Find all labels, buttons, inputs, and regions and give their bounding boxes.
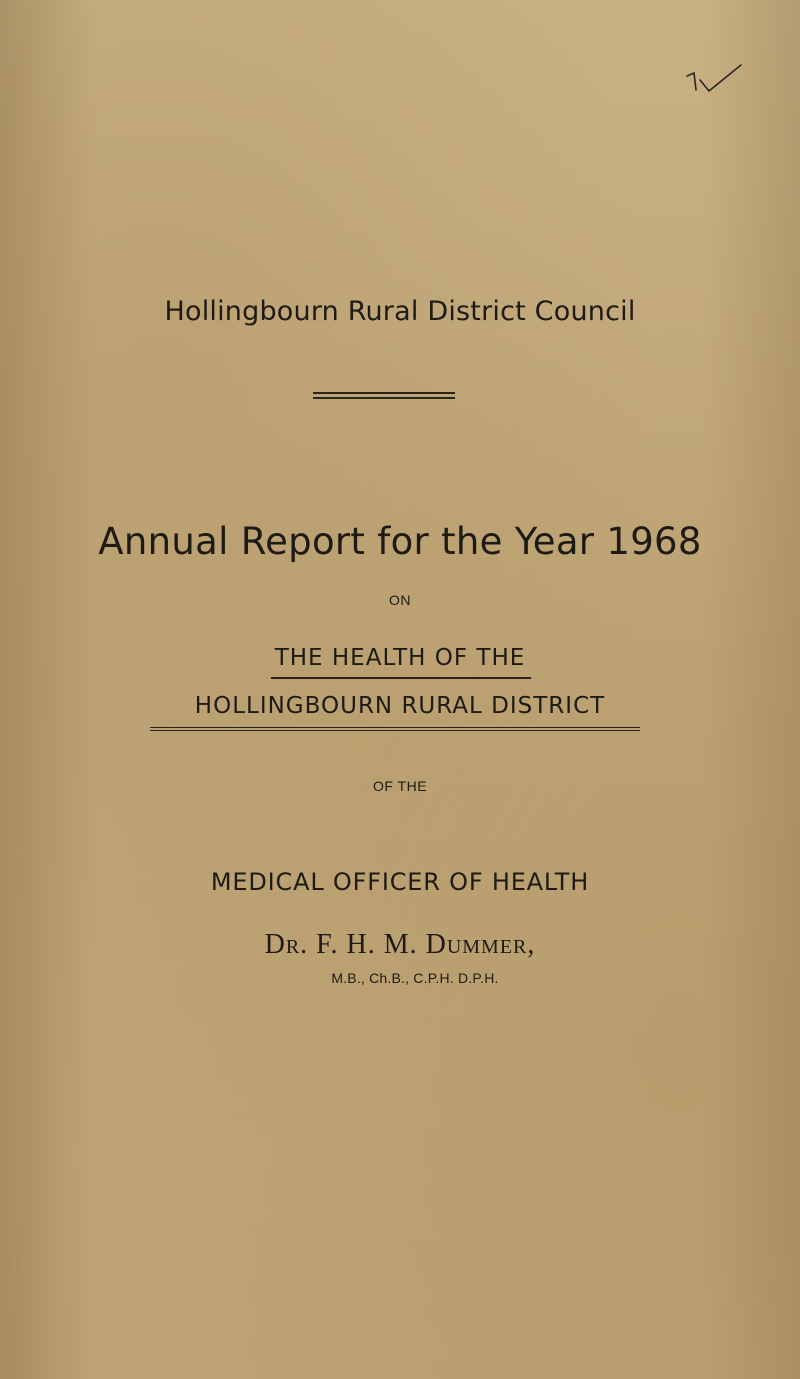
officer-name: Dr. F. H. M. Dummer,: [264, 929, 536, 960]
subject-underline-1: [271, 677, 531, 679]
subject-underline-2: [150, 727, 640, 731]
of-the-label: OF THE: [372, 778, 428, 794]
handwritten-check-mark-icon: [684, 62, 744, 96]
double-divider: [313, 392, 455, 399]
officer-qualifications: M.B., Ch.B., C.P.H. D.P.H.: [331, 970, 499, 986]
council-name: Hollingbourn Rural District Council: [164, 296, 636, 327]
on-label: ON: [389, 592, 411, 608]
officer-title: MEDICAL OFFICER OF HEALTH: [210, 868, 590, 896]
subject-line-1: THE HEALTH OF THE: [274, 645, 526, 671]
subject-line-2: HOLLINGBOURN RURAL DISTRICT: [194, 693, 606, 719]
report-title: Annual Report for the Year 1968: [98, 520, 702, 563]
